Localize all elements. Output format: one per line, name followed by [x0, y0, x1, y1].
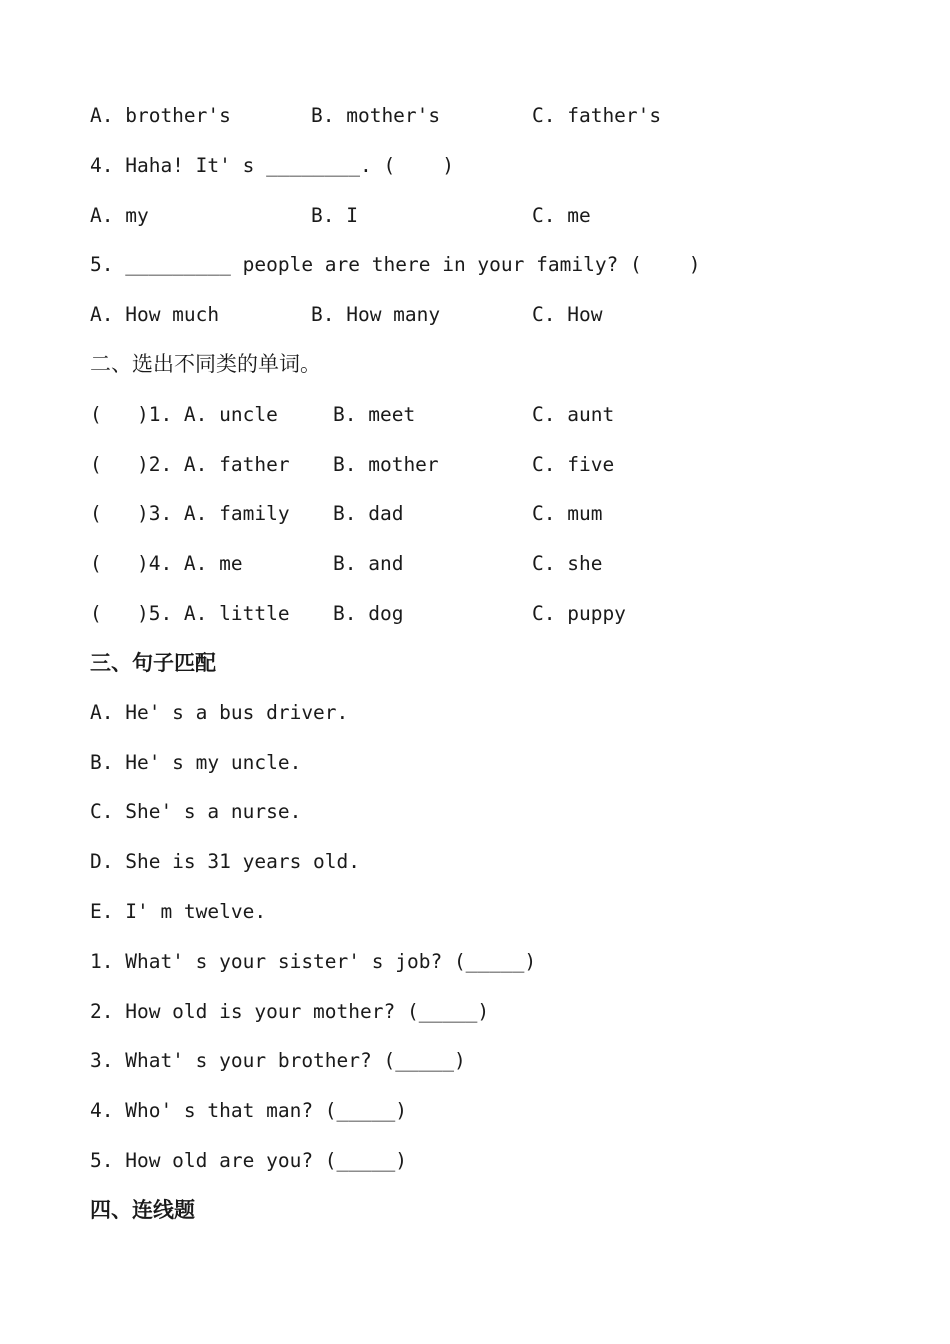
section2-row-c: C. puppy [532, 602, 626, 625]
section3-answer: A. He' s a bus driver. [90, 701, 349, 724]
section2-row [90, 400, 615, 430]
q5-option-a: A. How much [90, 303, 220, 326]
section3-question: 1. What' s your sister' s job? (_____) [90, 950, 537, 973]
section2-row-b: B. dog [333, 602, 404, 625]
q4-option-b: B. I [311, 204, 358, 227]
q5-question: 5. _________ people are there in your family? ( ) [90, 253, 701, 276]
section2-title: 二、选出不同类的单词。 [90, 352, 321, 376]
section2-row-c: C. five [532, 453, 615, 476]
section3-question: 2. How old is your mother? (_____) [90, 1000, 490, 1023]
section2-row-c: C. mum [532, 502, 603, 525]
q4-option-a: A. my [90, 204, 149, 227]
q5-option-b: B. How many [311, 303, 441, 326]
section2-row-c: C. she [532, 552, 603, 575]
section2-row-b: B. dad [333, 502, 404, 525]
section2-row [90, 599, 626, 629]
section3-question: 5. How old are you? (_____) [90, 1149, 407, 1172]
q5-option-c: C. How [532, 303, 603, 326]
section2-row-num: ( )4. A. me [90, 552, 243, 575]
section2-row-b: B. mother [333, 453, 439, 476]
section2-row-c: C. aunt [532, 403, 615, 426]
section2-row-b: B. meet [333, 403, 416, 426]
section2-row-num: ( )3. A. family [90, 502, 290, 525]
section2-row-num: ( )2. A. father [90, 453, 290, 476]
q3-option-c: C. father's [532, 104, 662, 127]
q4-options [90, 201, 591, 231]
q4-question: 4. Haha! It' s ________. ( ) [90, 154, 454, 177]
section2-row-num: ( )1. A. uncle [90, 403, 278, 426]
section2-row [90, 549, 603, 579]
section2-row [90, 499, 603, 529]
section3-question: 4. Who' s that man? (_____) [90, 1099, 407, 1122]
section3-title: 三、句子匹配 [90, 651, 216, 675]
section3-answer: D. She is 31 years old. [90, 850, 361, 873]
q5-options [90, 300, 603, 330]
section3-answer: E. I' m twelve. [90, 900, 267, 923]
q3-option-a: A. brother's [90, 104, 231, 127]
section4-title: 四、连线题 [90, 1198, 195, 1222]
q3-options [90, 101, 662, 131]
q3-option-b: B. mother's [311, 104, 441, 127]
section3-question: 3. What' s your brother? (_____) [90, 1049, 466, 1072]
section3-answer: B. He' s my uncle. [90, 751, 302, 774]
section3-answer: C. She' s a nurse. [90, 800, 302, 823]
section2-row-b: B. and [333, 552, 404, 575]
q4-option-c: C. me [532, 204, 591, 227]
section2-row-num: ( )5. A. little [90, 602, 290, 625]
section2-row [90, 450, 615, 480]
